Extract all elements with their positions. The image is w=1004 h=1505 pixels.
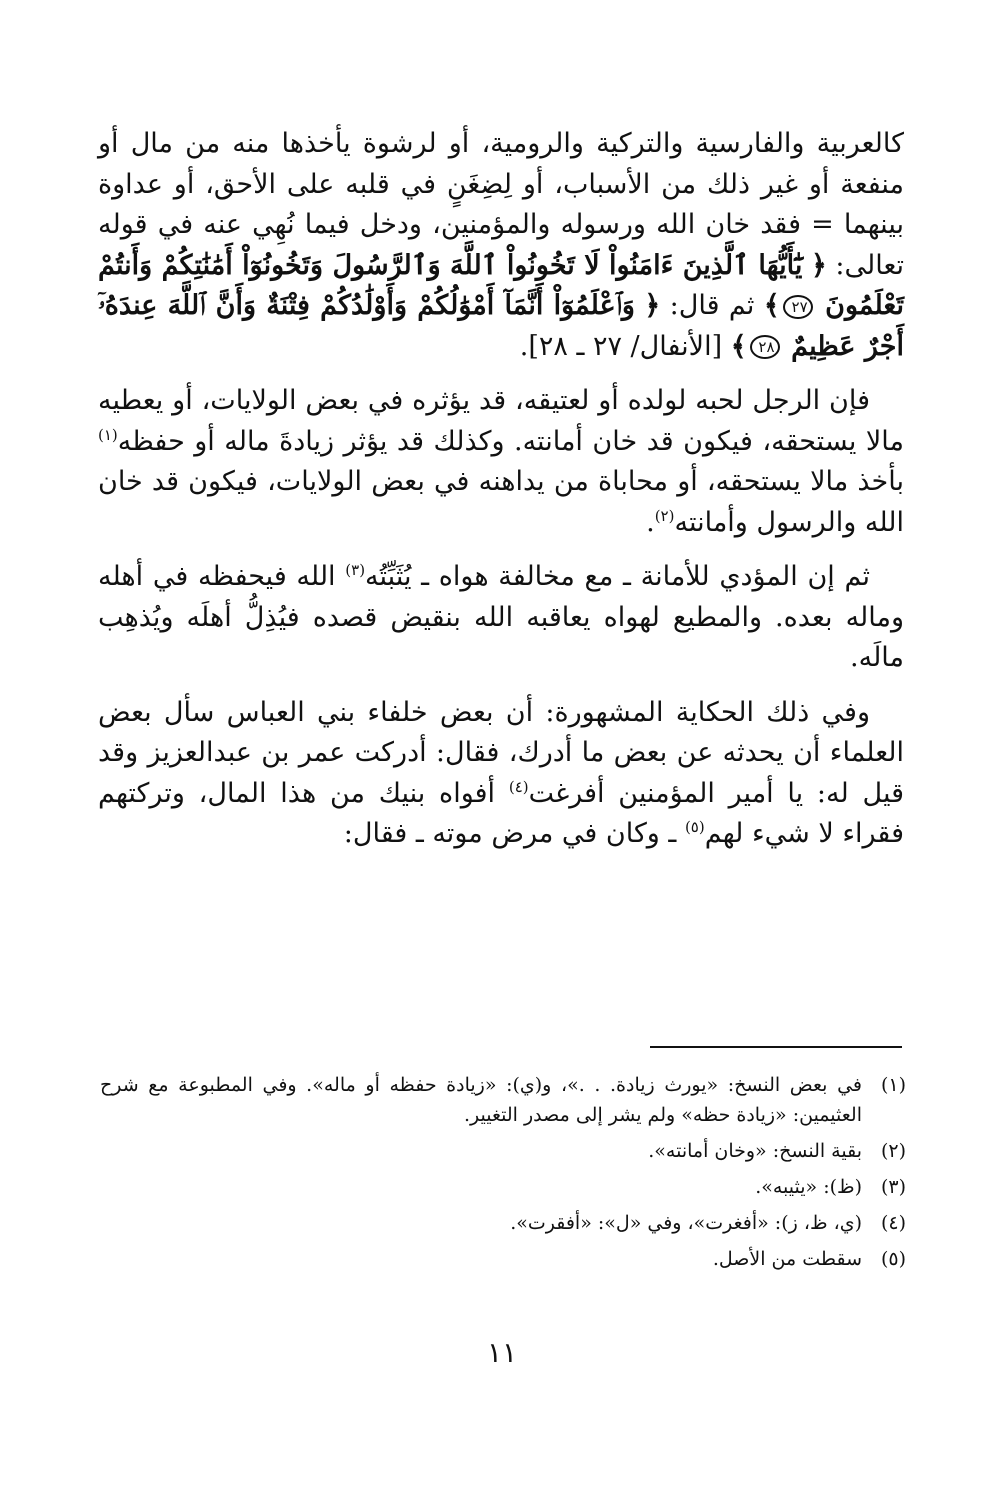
footnote-number: (١): [880, 1074, 906, 1096]
quran-verse-1: يَٰٓأَيُّهَا ٱلَّذِينَ ءَامَنُواْ لَا تَخُونُواْ ٱللَّهَ وَٱلرَّسُولَ وَتَخُونُوٓاْ أَمَٰنَٰتِكُمْ وَأَنتُمْ تَعْلَمُونَ: [98, 249, 904, 321]
footnote-number: (٤): [880, 1212, 906, 1234]
paragraph-4: [98, 693, 904, 855]
paragraph-1-text: كالعربية والفارسية والتركية والرومية، أو لرشوة يأخذها منه من مال أو منفعة أو غير ذلك من الأسباب، أو لِضِغَنٍ في قلبه على الأحق، أو عداوة بينهما = فقد خان الله ورسوله والمؤمنين، ودخل فيما نُهِي عنه في قوله تعالى:: [98, 128, 904, 281]
quran-verse-2: وَٱعْلَمُوٓاْ أَنَّمَآ أَمْوَٰلُكُمْ وَأَوْلَٰدُكُمْ فِتْنَةٌ وَأَنَّ ٱللَّهَ عِندَهُۥٓ أَجْرٌ عَظِيمٌ: [98, 290, 904, 362]
footnote-number: (٣): [880, 1176, 906, 1198]
footnote-number: (٢): [880, 1140, 906, 1162]
verse-open-bracket: ﴿: [810, 249, 827, 281]
paragraph-1: [98, 124, 904, 367]
paragraph-2-text-a: فإن الرجل لحبه لولده أو لعتيقه، قد يؤثره في بعض الولايات، أو يعطيه مالا يستحقه، فيكون قد خان أمانته. وكذلك قد يؤثر زيادةَ ماله أو حفظه: [98, 385, 904, 457]
footnote-ref-1[interactable]: (١): [98, 425, 118, 444]
footnote-item: [100, 1172, 906, 1202]
paragraph-4-text-a: وفي ذلك الحكاية المشهورة: أن بعض خلفاء بني العباس سأل بعض العلماء أن يحدثه عن بعض ما أدرك، فقال: أدركت عمر بن عبدالعزيز وقد قيل له: يا أمير المؤمنين أفرغت: [98, 696, 904, 809]
page-number: ١١: [486, 1336, 518, 1369]
ayah-number-27: ٢٧: [783, 295, 813, 319]
verse-close-bracket: ﴾: [763, 290, 780, 321]
footnote-ref-4[interactable]: (٤): [508, 777, 529, 796]
paragraph-4-text-b: أفواه بنيك من هذا المال، وتركتهم فقراء لا شيء لهم: [98, 777, 904, 849]
footnote-ref-3[interactable]: (٣): [345, 561, 366, 579]
footnote-item: [100, 1136, 906, 1166]
footnote-item: [100, 1070, 906, 1130]
paragraph-3-text-b: الله فيحفظه في أهله وماله بعده. والمطيع لهواه يعاقبه الله بنقيض قصده فيُذِلُّ أهلَه ويُذهِب مالَه.: [98, 561, 904, 673]
verse-open-bracket-2: ﴿: [644, 290, 661, 321]
paragraph-2: [98, 381, 904, 543]
paragraph-4-text-c: ـ وكان في مرض موته ـ فقال:: [343, 818, 677, 849]
footnote-text: بقية النسخ: «وخان أمانته».: [648, 1140, 862, 1162]
footnote-item: [100, 1244, 906, 1274]
paragraph-1-connector: ثم قال:: [669, 290, 755, 321]
footnote-text: في بعض النسخ: «يورث زيادة. . .»، و(ي): «زيادة حفظه أو ماله». وفي المطبوعة مع شرح العثيمين: «زيادة حظه» ولم يشر إلى مصدر التغيير.: [100, 1074, 862, 1126]
footnotes: [100, 1070, 906, 1280]
footnote-item: [100, 1208, 906, 1238]
surah-reference: [الأنفال/ ٢٧ ـ ٢٨].: [519, 330, 723, 362]
footnote-text: (ي، ظ، ز): «أفغرت»، وفي «ل»: «أفقرت».: [510, 1212, 862, 1234]
paragraph-3-text-a: ثم إن المؤدي للأمانة ـ مع مخالفة هواه ـ يُثَبِّتُه: [365, 561, 870, 592]
paragraph-2-text-c: .: [646, 506, 655, 538]
footnote-text: (ظ): «يثيبه».: [755, 1176, 862, 1198]
footnote-ref-5[interactable]: (٥): [684, 818, 705, 836]
ayah-number-28: ٢٨: [750, 335, 780, 359]
footnote-number: (٥): [880, 1248, 906, 1270]
main-text: [98, 124, 904, 869]
footnote-ref-2[interactable]: (٢): [654, 506, 675, 525]
footnote-separator: [650, 1046, 902, 1048]
paragraph-3: [98, 557, 904, 679]
footnote-text: سقطت من الأصل.: [712, 1248, 862, 1270]
paragraph-2-text-b: بأخذ مالا يستحقه، أو محاباة من يداهنه في بعض الولايات، فيكون قد خان الله والرسول وأمانته: [98, 466, 904, 538]
verse-close-bracket-2: ﴾: [730, 330, 747, 362]
